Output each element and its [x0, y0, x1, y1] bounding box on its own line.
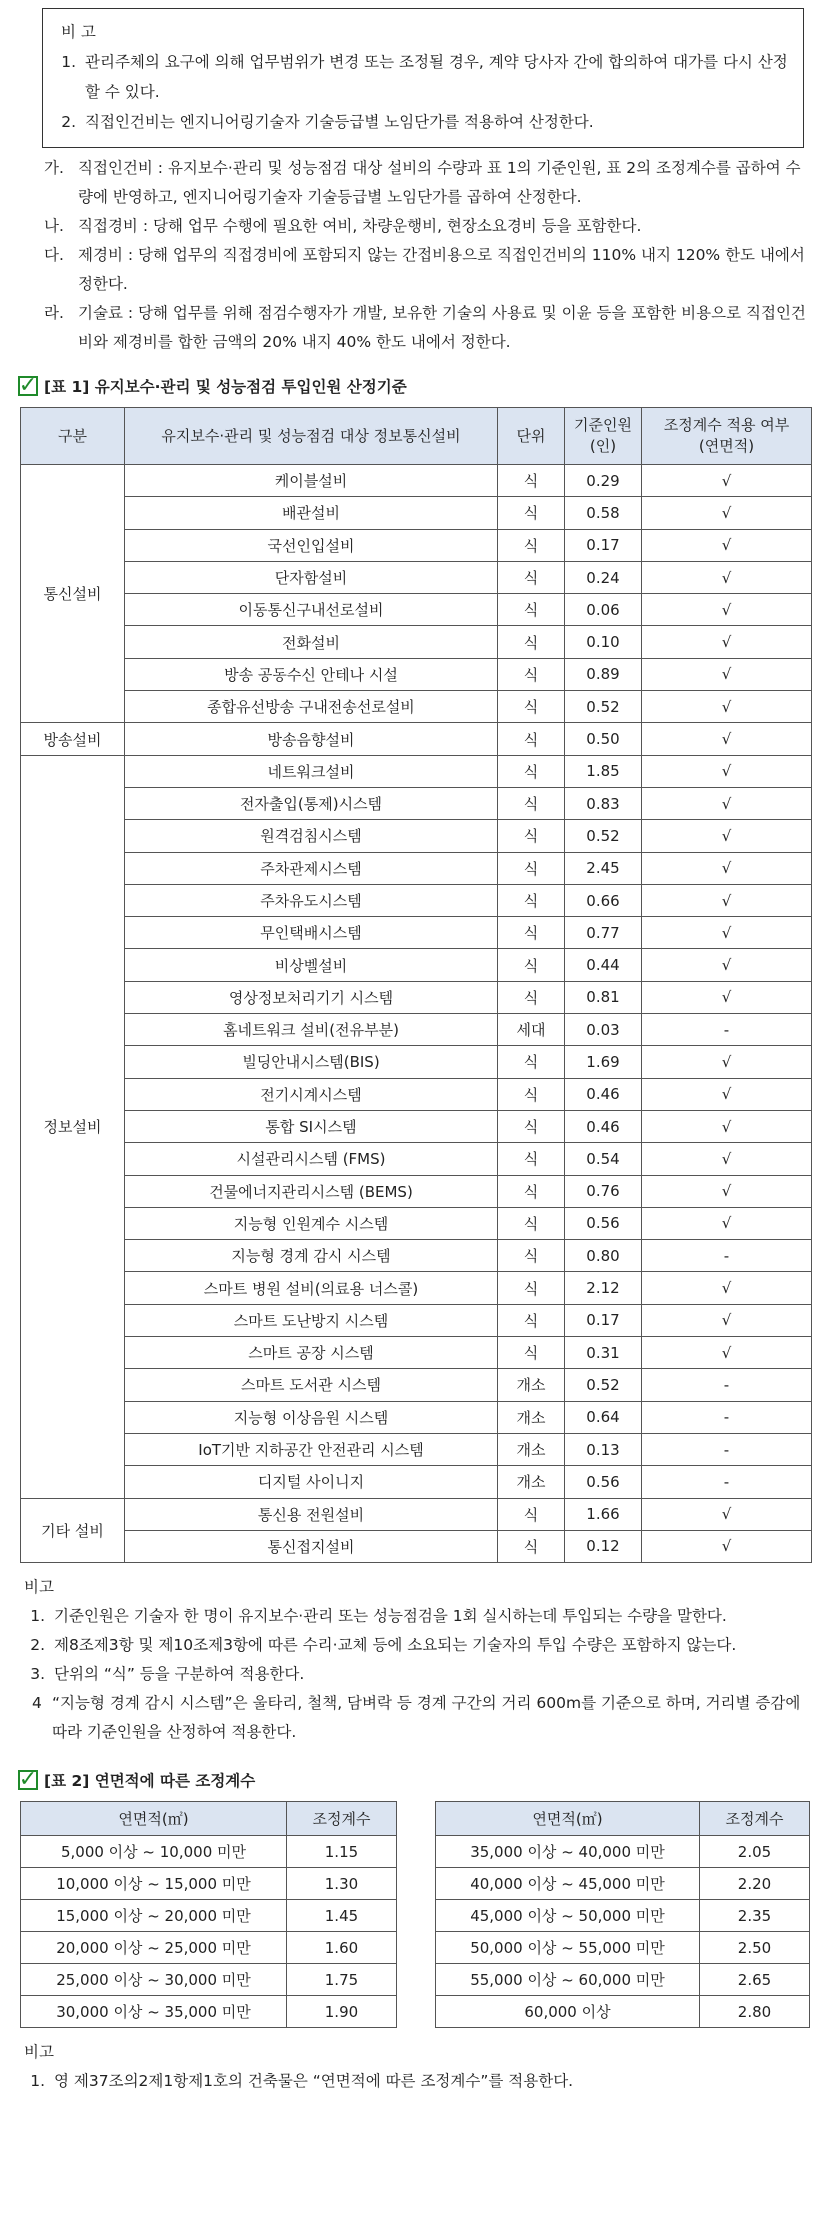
unit-cell: 식	[498, 1207, 565, 1239]
unit-cell: 개소	[498, 1401, 565, 1433]
table-row	[21, 884, 812, 916]
apply-cell: √	[642, 465, 812, 497]
unit-cell: 식	[498, 1337, 565, 1369]
item-cell: IoT기반 지하공간 안전관리 시스템	[125, 1433, 498, 1465]
definition-item	[44, 299, 814, 357]
table2-notes	[22, 2038, 812, 2096]
std-cell: 2.12	[565, 1272, 642, 1304]
coef-cell: 2.65	[699, 1964, 809, 1996]
item-cell: 영상정보처리기기 시스템	[125, 981, 498, 1013]
std-cell: 0.81	[565, 981, 642, 1013]
item-cell: 비상벨설비	[125, 949, 498, 981]
top-note-title: 비 고	[61, 23, 96, 41]
unit-cell: 식	[498, 497, 565, 529]
header-coef: 조정계수	[699, 1802, 809, 1836]
std-cell: 0.64	[565, 1401, 642, 1433]
unit-cell: 식	[498, 1240, 565, 1272]
apply-cell: √	[642, 626, 812, 658]
apply-cell: √	[642, 561, 812, 593]
category-cell: 기타 설비	[21, 1498, 125, 1563]
table-row	[21, 1240, 812, 1272]
apply-cell: √	[642, 820, 812, 852]
table-row	[21, 1175, 812, 1207]
coef-cell: 2.20	[699, 1868, 809, 1900]
table1-note-item: 1. 기준인원은 기술자 한 명이 유지보수·관리 또는 성능점검을 1회 실시하는데 투입되는 수량을 말한다.	[50, 1602, 812, 1631]
table-row	[21, 658, 812, 690]
table-row	[21, 1304, 812, 1336]
header-apply-line1: 조정계수 적용 여부	[663, 416, 790, 434]
area-cell: 50,000 이상 ~ 55,000 미만	[435, 1932, 699, 1964]
table-row	[21, 529, 812, 561]
table2-header-row	[435, 1802, 809, 1836]
unit-cell: 식	[498, 465, 565, 497]
definition-mark: 가.	[44, 159, 64, 177]
item-cell: 배관설비	[125, 497, 498, 529]
std-cell: 0.29	[565, 465, 642, 497]
coef-cell: 2.05	[699, 1836, 809, 1868]
std-cell: 0.13	[565, 1433, 642, 1465]
unit-cell: 식	[498, 723, 565, 755]
table-row	[435, 1868, 809, 1900]
apply-cell: √	[642, 981, 812, 1013]
table2-left	[20, 1801, 397, 2028]
top-note-item: 1. 관리주체의 요구에 의해 업무범위가 변경 또는 조정될 경우, 계약 당사자 간에 합의하여 대가를 다시 산정할 수 있다.	[81, 47, 791, 107]
item-cell: 홈네트워크 설비(전유부분)	[125, 1014, 498, 1046]
header-unit: 단위	[498, 408, 565, 465]
definition-text: 직접경비 : 당해 업무 수행에 필요한 여비, 차량운행비, 현장소요경비 등을 포함한다.	[78, 217, 642, 235]
item-cell: 지능형 이상음원 시스템	[125, 1401, 498, 1433]
definition-text: 기술료 : 당해 업무를 위해 점검수행자가 개발, 보유한 기술의 사용료 및 이윤 등을 포함한 비용으로 직접인건비와 제경비를 합한 금액의 20% 내지 40% 한도 내에서 정한다.	[78, 304, 806, 351]
table-row	[21, 917, 812, 949]
item-cell: 빌딩안내시스템(BIS)	[125, 1046, 498, 1078]
coef-cell: 1.45	[286, 1900, 396, 1932]
table1	[20, 407, 812, 1563]
table2-notes-list	[22, 2067, 812, 2096]
table-row	[21, 1207, 812, 1239]
check-icon: ✓	[18, 373, 38, 398]
note-mark: 4	[32, 1694, 42, 1713]
apply-cell: -	[642, 1401, 812, 1433]
definition-text: 직접인건비 : 유지보수·관리 및 성능점검 대상 설비의 수량과 표 1의 기준인원, 표 2의 조정계수를 곱하여 수량에 반영하고, 엔지니어링기술자 기술등급별 노임단가를 곱하여 산정한다.	[78, 159, 801, 206]
std-cell: 1.66	[565, 1498, 642, 1530]
table-row	[21, 1964, 397, 1996]
std-cell: 2.45	[565, 852, 642, 884]
unit-cell: 식	[498, 981, 565, 1013]
apply-cell: √	[642, 1337, 812, 1369]
table-row	[21, 1046, 812, 1078]
apply-cell: √	[642, 1207, 812, 1239]
unit-cell: 개소	[498, 1369, 565, 1401]
area-cell: 55,000 이상 ~ 60,000 미만	[435, 1964, 699, 1996]
area-cell: 40,000 이상 ~ 45,000 미만	[435, 1868, 699, 1900]
std-cell: 0.17	[565, 529, 642, 561]
header-area: 연면적(㎡)	[21, 1802, 287, 1836]
item-cell: 스마트 공장 시스템	[125, 1337, 498, 1369]
unit-cell: 식	[498, 1143, 565, 1175]
apply-cell: -	[642, 1240, 812, 1272]
std-cell: 0.80	[565, 1240, 642, 1272]
std-cell: 0.52	[565, 1369, 642, 1401]
item-cell: 무인택배시스템	[125, 917, 498, 949]
apply-cell: √	[642, 1304, 812, 1336]
std-cell: 1.69	[565, 1046, 642, 1078]
std-cell: 0.46	[565, 1078, 642, 1110]
table-row	[21, 981, 812, 1013]
item-cell: 스마트 도난방지 시스템	[125, 1304, 498, 1336]
table1-notes-title: 비고	[24, 1578, 54, 1597]
unit-cell: 식	[498, 1530, 565, 1562]
area-cell: 5,000 이상 ~ 10,000 미만	[21, 1836, 287, 1868]
check-icon: ✓	[18, 1767, 38, 1793]
unit-cell: 식	[498, 1498, 565, 1530]
top-note-item: 2. 직접인건비는 엔지니어링기술자 기술등급별 노임단가를 적용하여 산정한다.	[81, 107, 791, 137]
item-cell: 방송 공동수신 안테나 시설	[125, 658, 498, 690]
std-cell: 0.46	[565, 1110, 642, 1142]
unit-cell: 식	[498, 594, 565, 626]
area-cell: 10,000 이상 ~ 15,000 미만	[21, 1868, 287, 1900]
definition-mark: 라.	[44, 304, 64, 322]
header-item: 유지보수·관리 및 성능점검 대상 정보통신설비	[125, 408, 498, 465]
header-apply	[642, 408, 812, 465]
item-cell: 주차유도시스템	[125, 884, 498, 916]
table2-notes-title: 비고	[24, 2043, 54, 2062]
std-cell: 0.44	[565, 949, 642, 981]
std-cell: 0.89	[565, 658, 642, 690]
item-cell: 건물에너지관리시스템 (BEMS)	[125, 1175, 498, 1207]
unit-cell: 식	[498, 755, 565, 787]
item-cell: 이동통신구내선로설비	[125, 594, 498, 626]
table-row	[21, 1498, 812, 1530]
coef-cell: 1.30	[286, 1868, 396, 1900]
item-cell: 단자함설비	[125, 561, 498, 593]
table1-note-item: 3. 단위의 “식” 등을 구분하여 적용한다.	[50, 1660, 812, 1689]
std-cell: 0.17	[565, 1304, 642, 1336]
header-coef: 조정계수	[286, 1802, 396, 1836]
apply-cell: √	[642, 852, 812, 884]
item-cell: 주차관제시스템	[125, 852, 498, 884]
apply-cell: √	[642, 787, 812, 819]
table-row	[21, 1433, 812, 1465]
table-row	[21, 1110, 812, 1142]
std-cell: 0.77	[565, 917, 642, 949]
area-cell: 15,000 이상 ~ 20,000 미만	[21, 1900, 287, 1932]
apply-cell: √	[642, 949, 812, 981]
std-cell: 0.03	[565, 1014, 642, 1046]
apply-cell: √	[642, 1110, 812, 1142]
unit-cell: 식	[498, 1272, 565, 1304]
coef-cell: 2.35	[699, 1900, 809, 1932]
apply-cell: √	[642, 884, 812, 916]
apply-cell: √	[642, 1046, 812, 1078]
apply-cell: -	[642, 1466, 812, 1498]
header-std-line1: 기준인원	[574, 416, 632, 434]
table-row	[435, 1932, 809, 1964]
table-row	[21, 820, 812, 852]
table-row	[21, 691, 812, 723]
std-cell: 0.58	[565, 497, 642, 529]
apply-cell: -	[642, 1433, 812, 1465]
coef-cell: 1.75	[286, 1964, 396, 1996]
table-row	[435, 1964, 809, 1996]
item-cell: 통신접지설비	[125, 1530, 498, 1562]
unit-cell: 식	[498, 787, 565, 819]
table1-note-item: 2. 제8조제3항 및 제10조제3항에 따른 수리·교체 등에 소요되는 기술자의 투입 수량은 포함하지 않는다.	[50, 1631, 812, 1660]
unit-cell: 식	[498, 949, 565, 981]
apply-cell: √	[642, 723, 812, 755]
apply-cell: √	[642, 1078, 812, 1110]
coef-cell: 1.15	[286, 1836, 396, 1868]
coef-cell: 1.60	[286, 1932, 396, 1964]
unit-cell: 식	[498, 1078, 565, 1110]
apply-cell: √	[642, 1272, 812, 1304]
definition-mark: 나.	[44, 217, 64, 235]
std-cell: 0.56	[565, 1207, 642, 1239]
item-cell: 전자출입(통제)시스템	[125, 787, 498, 819]
unit-cell: 식	[498, 529, 565, 561]
unit-cell: 개소	[498, 1466, 565, 1498]
item-cell: 전기시계시스템	[125, 1078, 498, 1110]
definition-item	[44, 154, 814, 212]
std-cell: 0.10	[565, 626, 642, 658]
top-note-list	[55, 47, 791, 137]
definition-mark: 다.	[44, 246, 64, 264]
table2-right-body	[435, 1836, 809, 2028]
apply-cell: √	[642, 658, 812, 690]
top-note-box	[42, 8, 804, 148]
table1-body	[21, 465, 812, 1563]
table2-wrap	[20, 1801, 810, 2028]
note-text: “지능형 경계 감시 시스템”은 울타리, 철책, 담벼락 등 경계 구간의 거리 600m를 기준으로 하며, 거리별 증감에 따라 기준인원을 산정하여 적용한다.	[52, 1694, 801, 1742]
header-category: 구분	[21, 408, 125, 465]
area-cell: 30,000 이상 ~ 35,000 미만	[21, 1996, 287, 2028]
apply-cell: √	[642, 1175, 812, 1207]
apply-cell: -	[642, 1369, 812, 1401]
table-row	[21, 626, 812, 658]
table2-heading	[18, 1769, 810, 1791]
table2-header-row	[21, 1802, 397, 1836]
std-cell: 0.12	[565, 1530, 642, 1562]
apply-cell: √	[642, 755, 812, 787]
area-cell: 60,000 이상	[435, 1996, 699, 2028]
category-cell: 방송설비	[21, 723, 125, 755]
table1-notes-list	[22, 1602, 812, 1689]
item-cell: 스마트 병원 설비(의료용 너스콜)	[125, 1272, 498, 1304]
table-row	[21, 594, 812, 626]
item-cell: 지능형 경계 감시 시스템	[125, 1240, 498, 1272]
table-row	[21, 787, 812, 819]
table-row	[21, 1369, 812, 1401]
header-std	[565, 408, 642, 465]
apply-cell: √	[642, 497, 812, 529]
item-cell: 전화설비	[125, 626, 498, 658]
std-cell: 1.85	[565, 755, 642, 787]
table1-notes	[22, 1573, 812, 1747]
table2-title: [표 2] 연면적에 따른 조정계수	[44, 1772, 256, 1791]
apply-cell: √	[642, 529, 812, 561]
std-cell: 0.83	[565, 787, 642, 819]
unit-cell: 식	[498, 820, 565, 852]
std-cell: 0.76	[565, 1175, 642, 1207]
unit-cell: 식	[498, 658, 565, 690]
item-cell: 케이블설비	[125, 465, 498, 497]
std-cell: 0.31	[565, 1337, 642, 1369]
table1-heading	[18, 375, 810, 397]
item-cell: 시설관리시스템 (FMS)	[125, 1143, 498, 1175]
std-cell: 0.54	[565, 1143, 642, 1175]
std-cell: 0.24	[565, 561, 642, 593]
unit-cell: 식	[498, 1175, 565, 1207]
item-cell: 국선인입설비	[125, 529, 498, 561]
apply-cell: √	[642, 594, 812, 626]
category-cell: 정보설비	[21, 755, 125, 1498]
table-row	[21, 1078, 812, 1110]
definition-item	[44, 212, 814, 241]
table-row	[21, 1900, 397, 1932]
apply-cell: √	[642, 1530, 812, 1562]
item-cell: 스마트 도서관 시스템	[125, 1369, 498, 1401]
table2-left-body	[21, 1836, 397, 2028]
header-apply-line2: (연면적)	[698, 437, 755, 455]
area-cell: 20,000 이상 ~ 25,000 미만	[21, 1932, 287, 1964]
coef-cell: 2.80	[699, 1996, 809, 2028]
table1-header-row	[21, 408, 812, 465]
table-row	[21, 465, 812, 497]
coef-cell: 2.50	[699, 1932, 809, 1964]
unit-cell: 식	[498, 1046, 565, 1078]
table-row	[435, 1836, 809, 1868]
table-row	[21, 1836, 397, 1868]
unit-cell: 식	[498, 852, 565, 884]
item-cell: 지능형 인원계수 시스템	[125, 1207, 498, 1239]
std-cell: 0.50	[565, 723, 642, 755]
table-row	[21, 852, 812, 884]
unit-cell: 식	[498, 626, 565, 658]
apply-cell: -	[642, 1014, 812, 1046]
table1-note-item-4	[22, 1689, 812, 1747]
definitions-list	[44, 154, 814, 357]
definition-item	[44, 241, 814, 299]
table-row	[21, 1272, 812, 1304]
std-cell: 0.52	[565, 691, 642, 723]
table-row	[21, 1014, 812, 1046]
area-cell: 35,000 이상 ~ 40,000 미만	[435, 1836, 699, 1868]
item-cell: 원격검침시스템	[125, 820, 498, 852]
table-row	[21, 1932, 397, 1964]
definition-text: 제경비 : 당해 업무의 직접경비에 포함되지 않는 간접비용으로 직접인건비의 110% 내지 120% 한도 내에서 정한다.	[78, 246, 805, 293]
std-cell: 0.06	[565, 594, 642, 626]
area-cell: 45,000 이상 ~ 50,000 미만	[435, 1900, 699, 1932]
table-row	[21, 1868, 397, 1900]
apply-cell: √	[642, 917, 812, 949]
table1-title: [표 1] 유지보수·관리 및 성능점검 투입인원 산정기준	[44, 378, 407, 396]
table-row	[21, 1530, 812, 1562]
unit-cell: 개소	[498, 1433, 565, 1465]
table-row	[21, 1143, 812, 1175]
item-cell: 디지털 사이니지	[125, 1466, 498, 1498]
item-cell: 종합유선방송 구내전송선로설비	[125, 691, 498, 723]
coef-cell: 1.90	[286, 1996, 396, 2028]
unit-cell: 식	[498, 884, 565, 916]
table-row	[21, 723, 812, 755]
table-row	[21, 1466, 812, 1498]
header-std-line2: (인)	[589, 437, 617, 455]
unit-cell: 세대	[498, 1014, 565, 1046]
area-cell: 25,000 이상 ~ 30,000 미만	[21, 1964, 287, 1996]
apply-cell: √	[642, 1143, 812, 1175]
std-cell: 0.52	[565, 820, 642, 852]
item-cell: 통신용 전원설비	[125, 1498, 498, 1530]
header-area: 연면적(㎡)	[435, 1802, 699, 1836]
table2-right	[435, 1801, 810, 2028]
table2-note-item: 1. 영 제37조의2제1항제1호의 건축물은 “연면적에 따른 조정계수”를 적용한다.	[50, 2067, 812, 2096]
unit-cell: 식	[498, 691, 565, 723]
std-cell: 0.66	[565, 884, 642, 916]
table-row	[435, 1900, 809, 1932]
std-cell: 0.56	[565, 1466, 642, 1498]
apply-cell: √	[642, 1498, 812, 1530]
item-cell: 통합 SI시스템	[125, 1110, 498, 1142]
table-row	[21, 1401, 812, 1433]
table-row	[21, 497, 812, 529]
table-row	[21, 949, 812, 981]
table-row	[435, 1996, 809, 2028]
item-cell: 방송음향설비	[125, 723, 498, 755]
unit-cell: 식	[498, 1110, 565, 1142]
unit-cell: 식	[498, 1304, 565, 1336]
item-cell: 네트워크설비	[125, 755, 498, 787]
unit-cell: 식	[498, 917, 565, 949]
unit-cell: 식	[498, 561, 565, 593]
table-row	[21, 755, 812, 787]
category-cell: 통신설비	[21, 465, 125, 723]
table-row	[21, 1337, 812, 1369]
table-row	[21, 561, 812, 593]
apply-cell: √	[642, 691, 812, 723]
table-row	[21, 1996, 397, 2028]
